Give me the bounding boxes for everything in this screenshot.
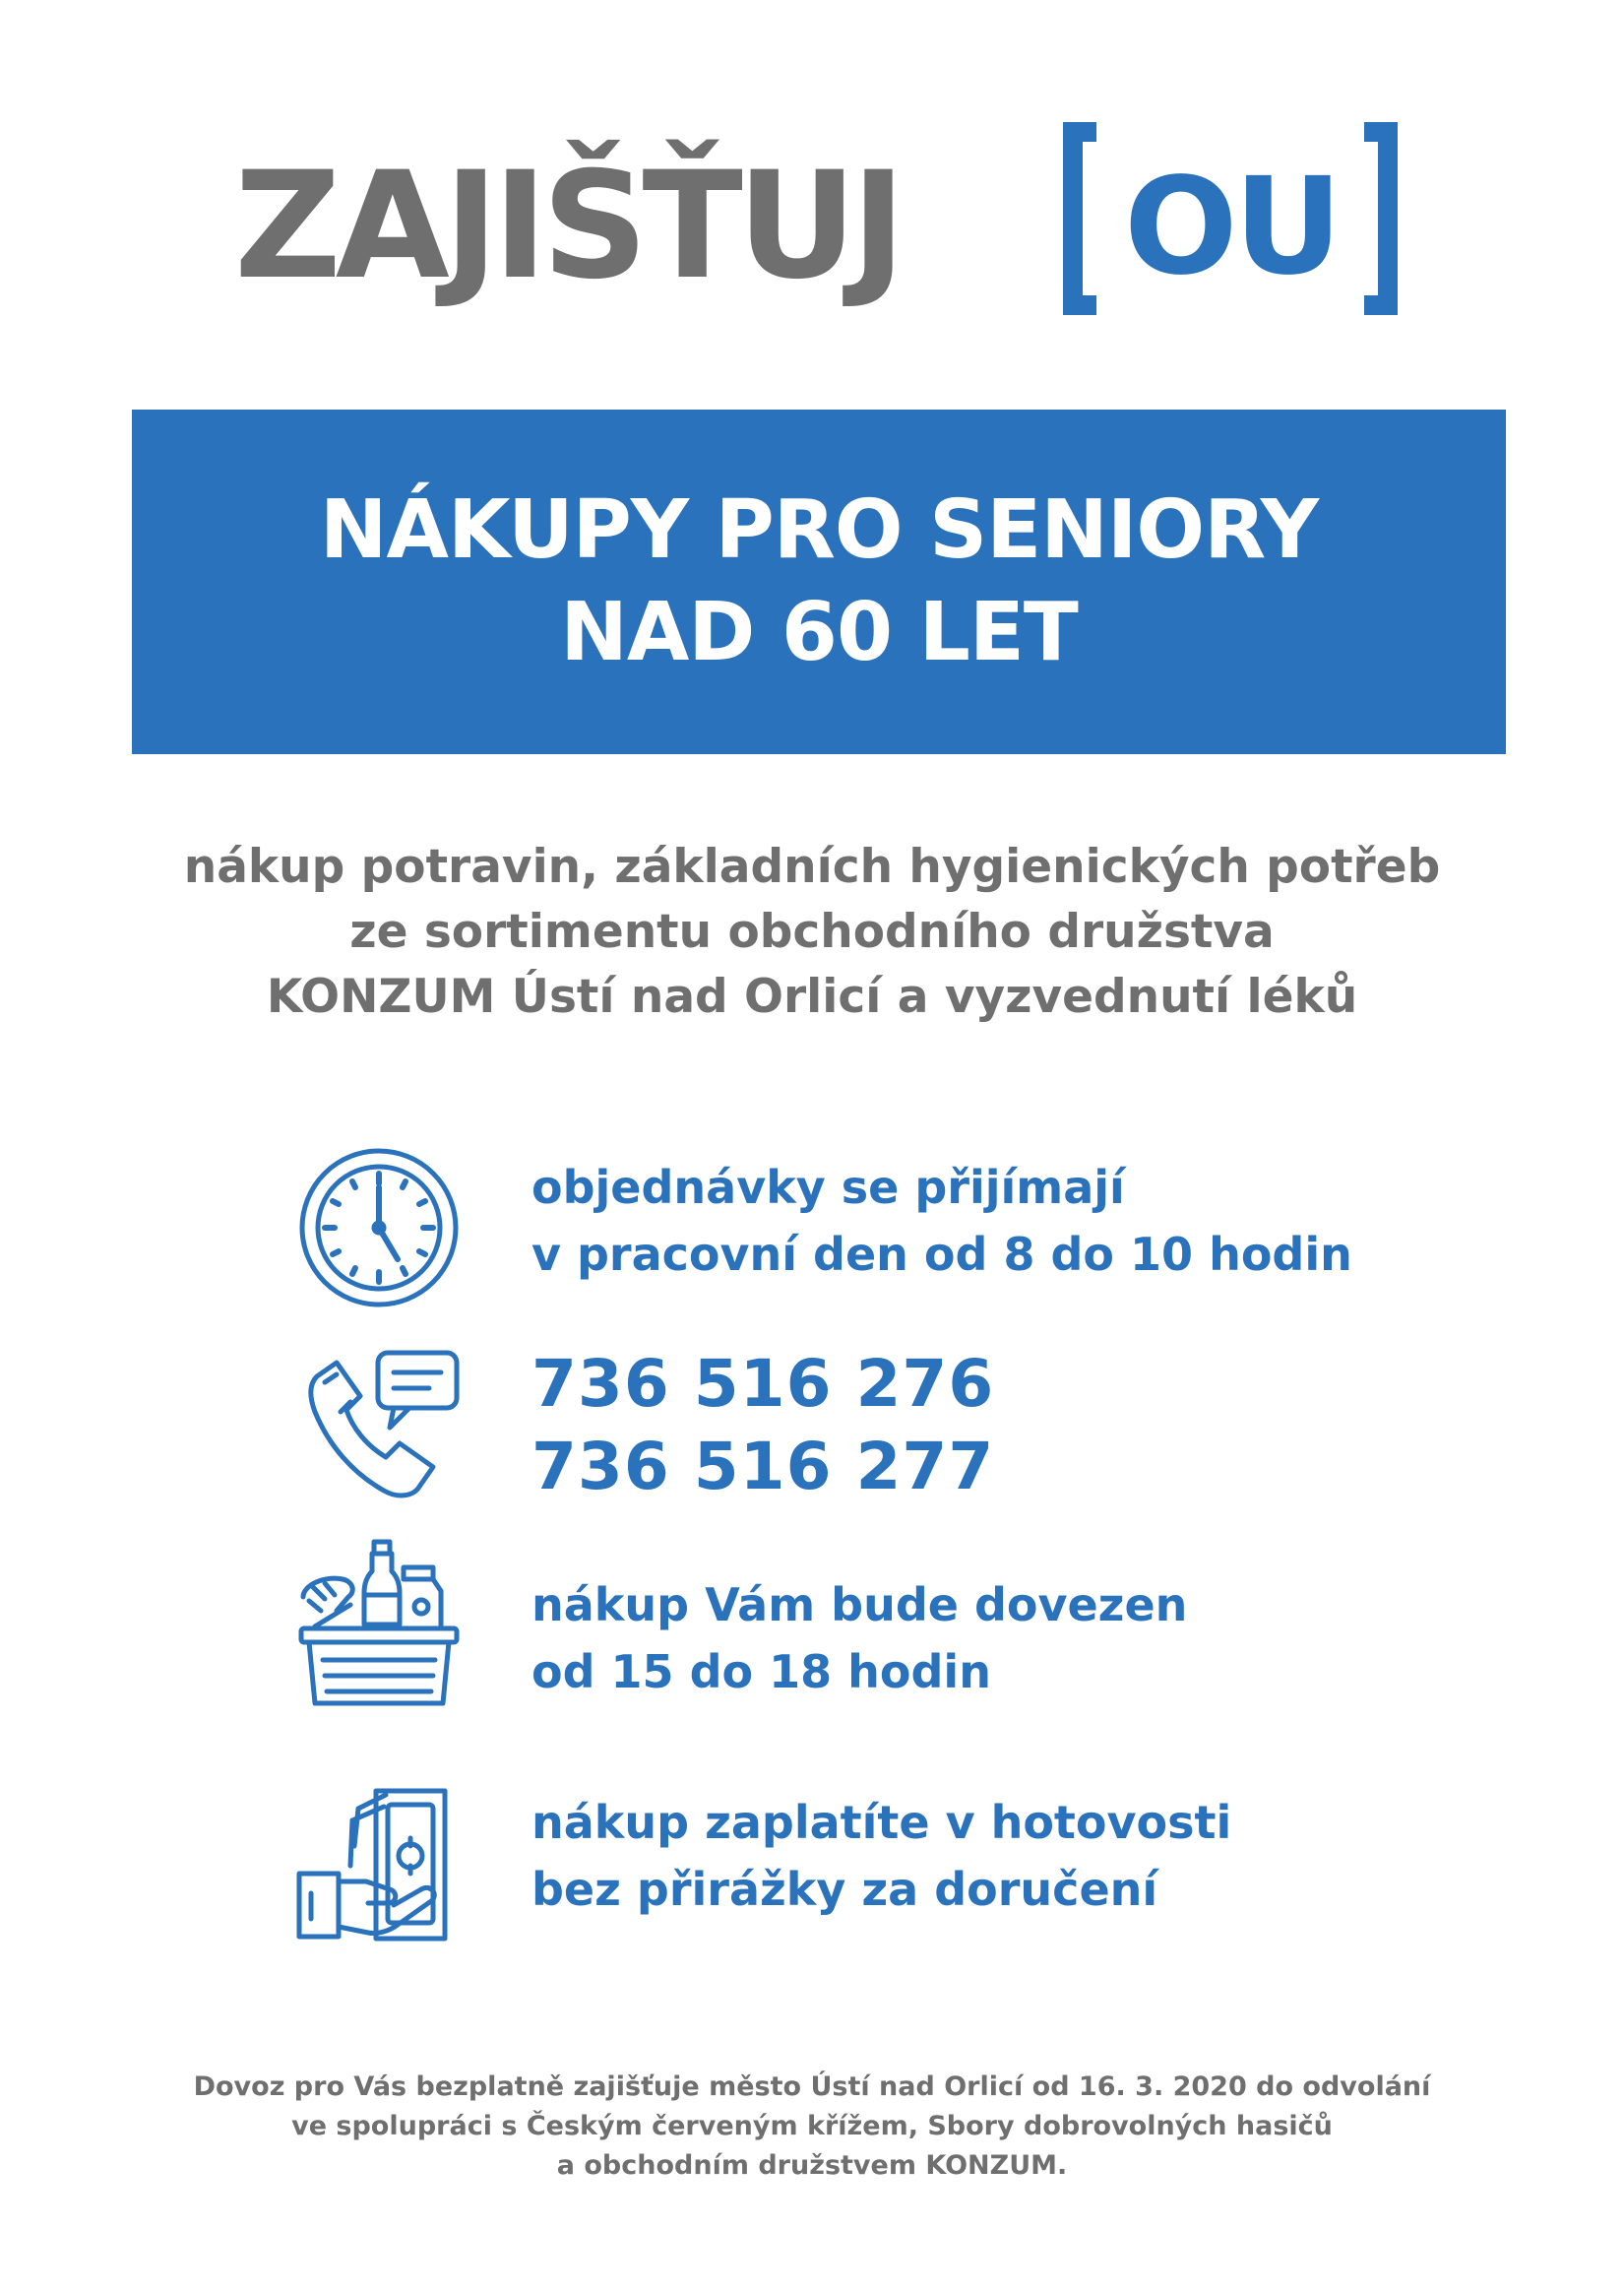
payment-line-1: nákup zaplatíte v hotovosti bbox=[531, 1796, 1232, 1849]
intro-line-2: ze sortimentu obchodního družstva bbox=[349, 905, 1275, 959]
logo-bracket-right bbox=[1364, 122, 1398, 315]
phone-number-1[interactable]: 736 516 276 bbox=[531, 1346, 995, 1422]
hours-line-1: objednávky se přijímají bbox=[531, 1161, 1125, 1214]
phone-number-2[interactable]: 736 516 277 bbox=[531, 1429, 995, 1504]
footer-line-3: a obchodním družstvem KONZUM. bbox=[556, 2150, 1068, 2181]
logo bbox=[0, 118, 1624, 335]
info-item-payment bbox=[295, 1787, 1575, 1944]
shopping-basket-icon bbox=[295, 1538, 463, 1715]
logo-word: ZAJIŠŤUJ bbox=[234, 141, 901, 312]
cash-payment-icon bbox=[295, 1787, 463, 1944]
hours-line-2: v pracovní den od 8 do 10 hodin bbox=[531, 1228, 1352, 1281]
footer-note bbox=[0, 2068, 1624, 2186]
phone-icon bbox=[295, 1349, 463, 1516]
headline-line-1: NÁKUPY PRO SENIORY bbox=[319, 483, 1319, 577]
headline-banner bbox=[132, 410, 1506, 754]
intro-line-1: nákup potravin, základních hygienických potřeb bbox=[183, 840, 1441, 894]
logo-bracket-left bbox=[1063, 122, 1096, 315]
clock-icon bbox=[295, 1144, 463, 1311]
intro-line-3: KONZUM Ústí nad Orlicí a vyzvednutí léků bbox=[266, 970, 1358, 1024]
footer-line-1: Dovoz pro Vás bezplatně zajišťuje město Ústí nad Orlicí od 16. 3. 2020 do odvolání bbox=[193, 2071, 1431, 2102]
intro-text bbox=[0, 835, 1624, 1030]
logo-bracket-text: OU bbox=[1123, 150, 1340, 305]
footer-line-2: ve spolupráci s Českým červeným křížem, Sbory dobrovolných hasičů bbox=[291, 2111, 1333, 2141]
info-item-phone bbox=[295, 1346, 1575, 1516]
payment-line-2: bez přirážky za doručení bbox=[531, 1863, 1158, 1916]
delivery-line-2: od 15 do 18 hodin bbox=[531, 1645, 991, 1698]
headline-line-2: NAD 60 LET bbox=[560, 586, 1078, 679]
delivery-line-1: nákup Vám bude dovezen bbox=[531, 1578, 1188, 1631]
info-item-hours bbox=[295, 1144, 1575, 1311]
info-item-delivery bbox=[295, 1538, 1575, 1715]
